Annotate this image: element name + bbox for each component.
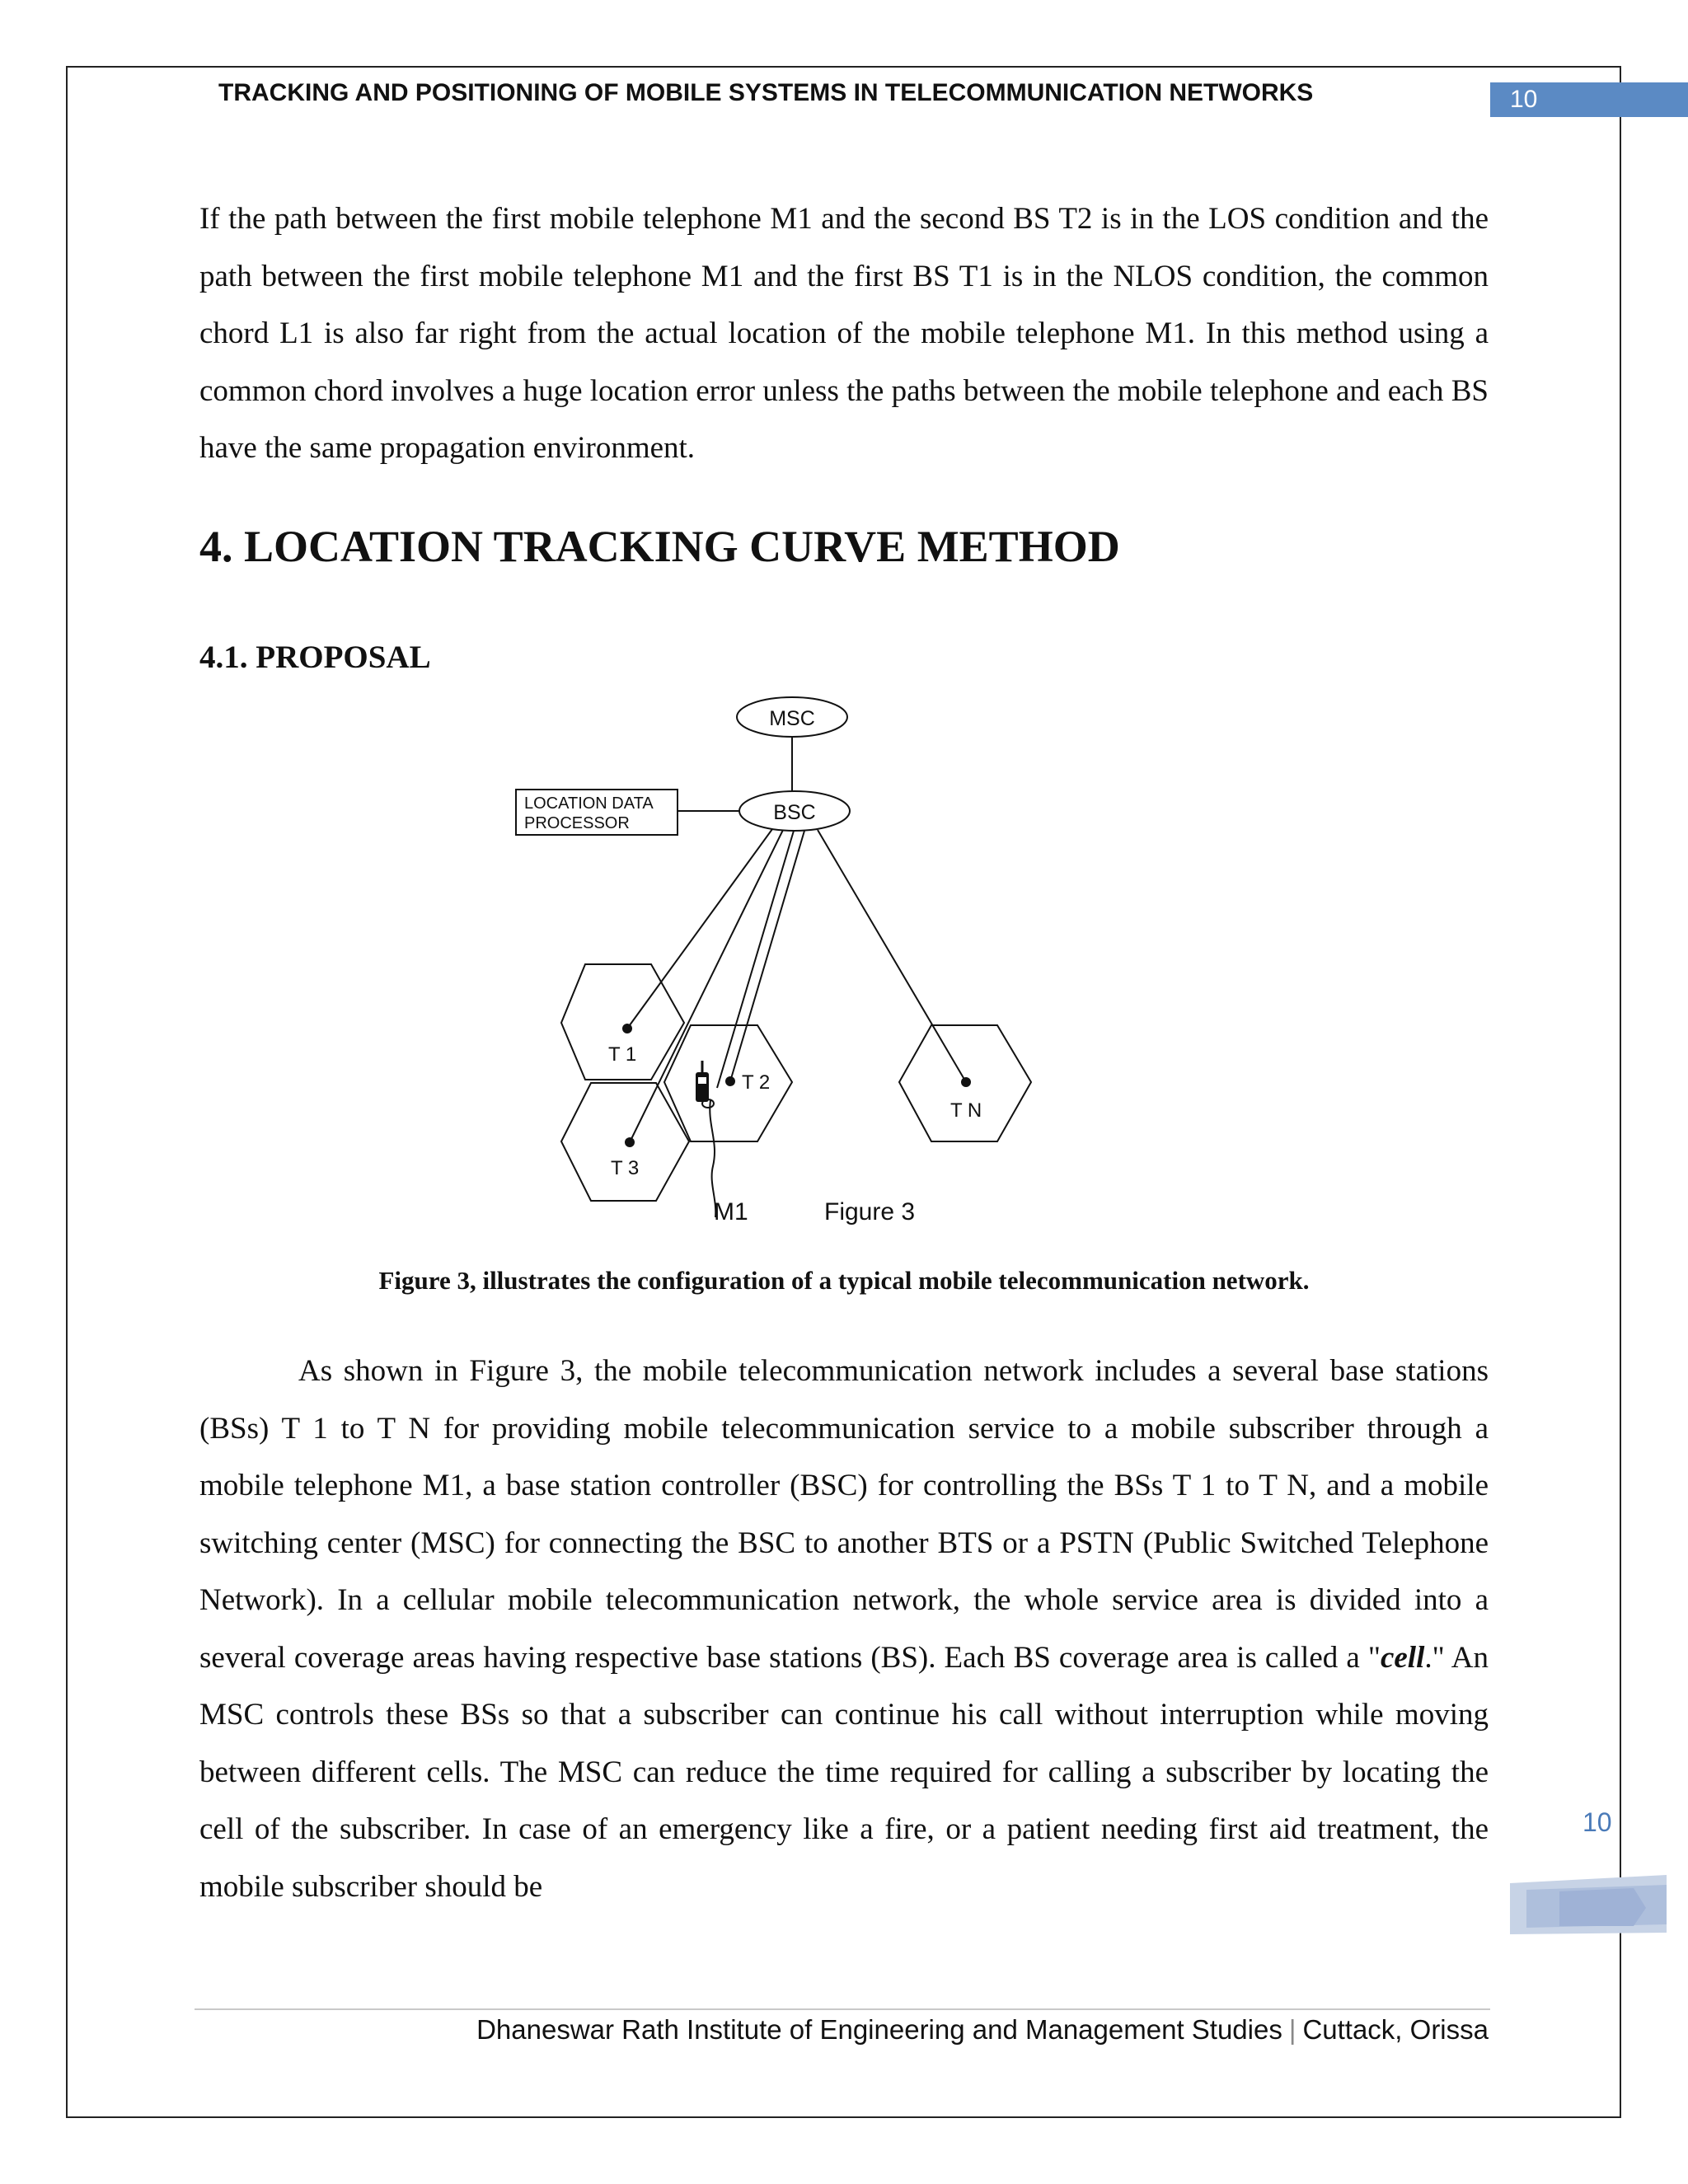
footer-rule xyxy=(195,2008,1490,2010)
figure-caption: Figure 3, illustrates the configuration of a typical mobile telecommunication network. xyxy=(378,1266,1310,1295)
bsc-m1-link xyxy=(717,831,794,1088)
running-header: TRACKING AND POSITIONING OF MOBILE SYSTEMS IN TELECOMMUNICATION NETWORKS xyxy=(218,79,1314,106)
side-page-number: 10 xyxy=(1582,1807,1612,1837)
t3-label: T 3 xyxy=(611,1157,640,1179)
section-heading: 4. LOCATION TRACKING CURVE METHOD xyxy=(199,522,1120,571)
t1-label: T 1 xyxy=(608,1043,637,1066)
paragraph-text-part1: As shown in Figure 3, the mobile telecommunication network includes a several base stations (BSs) T 1 to T N for providing mobile telecommunication service to a mobile subscriber through a mobile telephone M1, a base station controller (BSC) for controlling the BSs T 1 to T N, and a mobile switching center (MSC) for connecting the BSC to another BTS or a PSTN (Public Switched Telephone Network). In a cellular mobile telecommunication network, the whole service area is divided into a several coverage areas having respective base stations (BS). Each BS coverage area is called a " xyxy=(199,1354,1489,1675)
m1-label: M1 xyxy=(714,1198,748,1226)
processor-label-line2: PROCESSOR xyxy=(524,814,630,832)
processor-label-line1: LOCATION DATA xyxy=(524,794,654,813)
t3-station-dot xyxy=(625,1137,635,1147)
t1-station-dot xyxy=(622,1024,632,1033)
subsection-heading: 4.1. PROPOSAL xyxy=(199,640,431,675)
footer-separator: | xyxy=(1288,2014,1296,2045)
footer-institution: Dhaneswar Rath Institute of Engineering and Management Studies xyxy=(476,2014,1282,2045)
page-curl-decoration xyxy=(1510,1875,1667,1941)
t2-label: T 2 xyxy=(742,1071,771,1094)
network-diagram xyxy=(495,688,1071,1232)
tn-station-dot xyxy=(961,1077,971,1087)
tn-label: T N xyxy=(950,1099,982,1122)
figure-label: Figure 3 xyxy=(824,1198,916,1226)
mobile-phone-icon xyxy=(696,1061,714,1108)
page-number-tab: 10 xyxy=(1490,82,1688,117)
bsc-tn-link xyxy=(818,830,966,1082)
msc-label: MSC xyxy=(769,707,815,730)
t2-station-dot xyxy=(725,1076,735,1086)
paragraph-los-nlos: If the path between the first mobile telephone M1 and the second BS T2 is in the LOS condition and the path between the first mobile telephone M1 and the first BS T1 is in the NLOS condition, the common chord L1 is also far right from the actual location of the mobile telephone M1. In this method using a common chord involves a huge location error unless the paths between the mobile telephone and each BS have the same propagation environment. xyxy=(199,202,1489,465)
bsc-t2-link xyxy=(730,831,804,1081)
paragraph-network-description xyxy=(199,1343,1489,1915)
paragraph-text-part2: ." An MSC controls these BSs so that a subscriber can continue his call without interruption while moving between different cells. The MSC can reduce the time required for calling a subscriber by locating the cell of the subscriber. In case of an emergency like a fire, or a patient needing first aid treatment, the mobile subscriber should be xyxy=(199,1640,1489,1904)
footer xyxy=(476,2014,1489,2046)
bsc-label: BSC xyxy=(773,801,816,824)
footer-location: Cuttack, Orissa xyxy=(1302,2014,1489,2045)
cell-term: cell xyxy=(1380,1640,1425,1675)
